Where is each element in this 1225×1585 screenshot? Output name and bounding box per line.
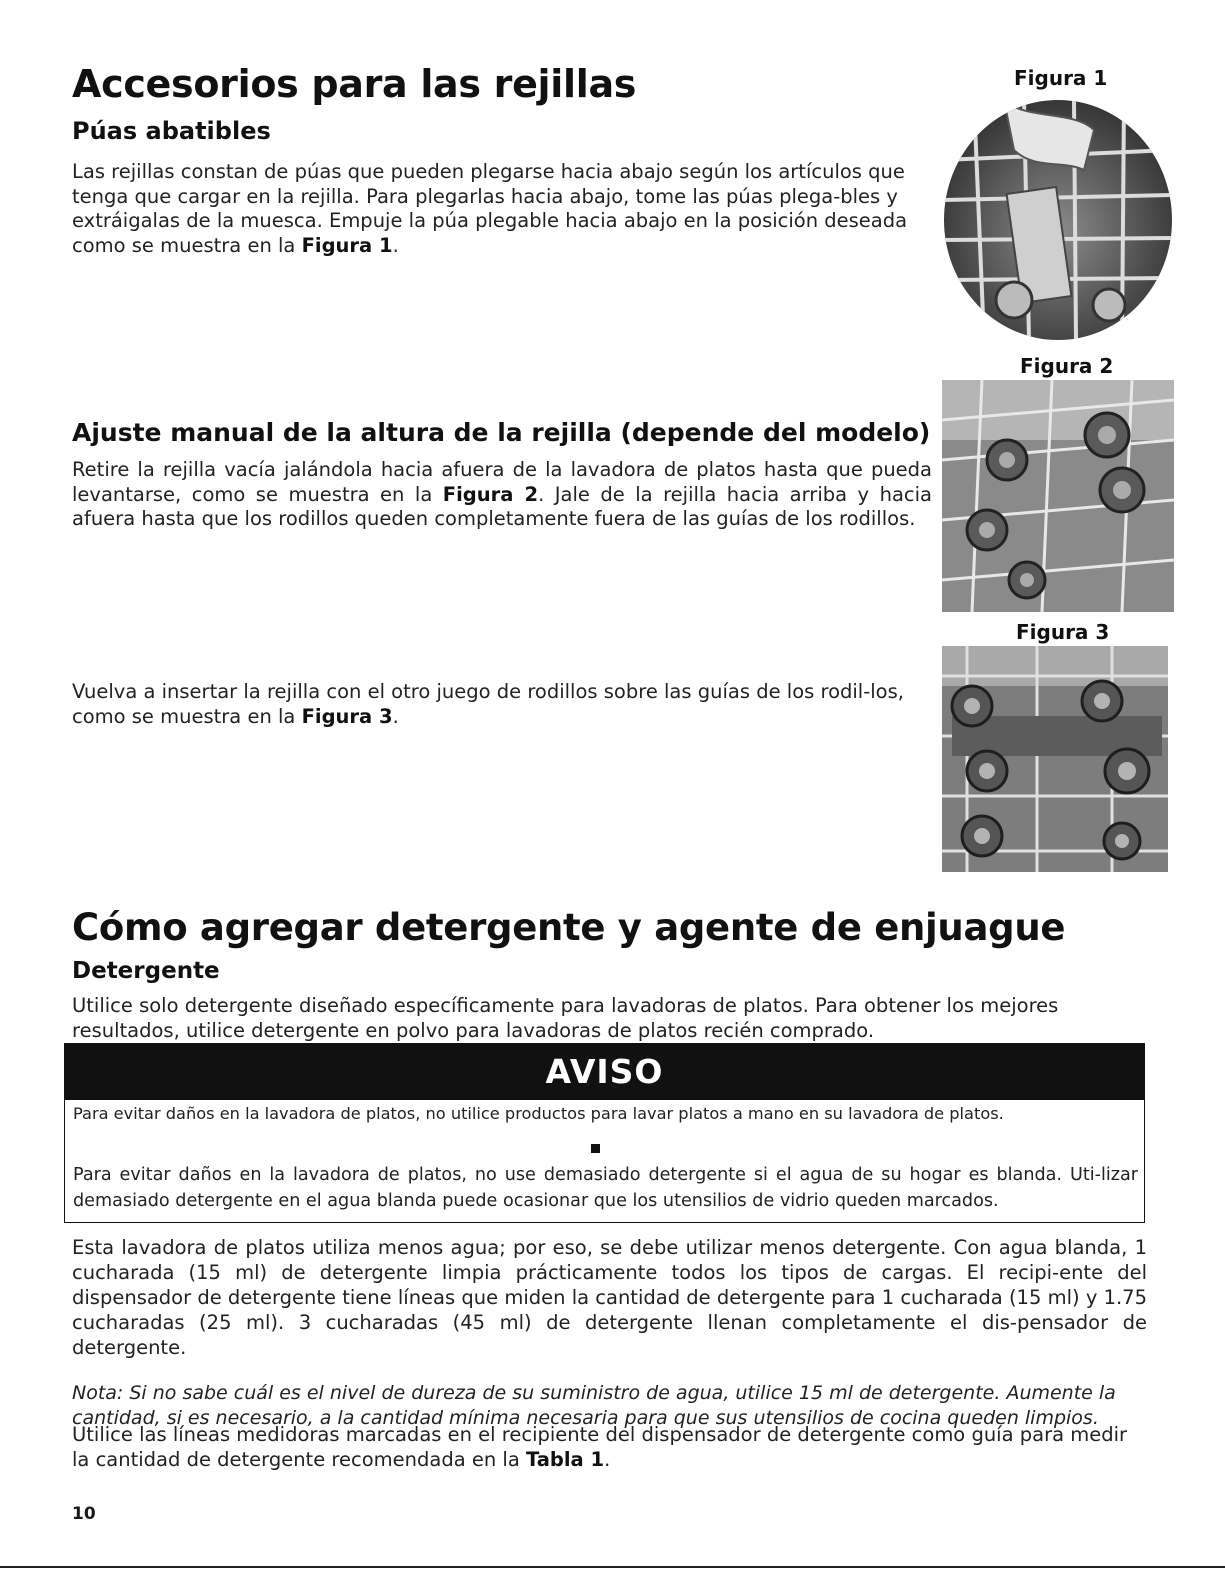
notice-text-soft-water: Para evitar daños en la lavadora de platos, no use demasiado detergente si el agua de su hogar es blanda. Uti-lizar demasiado detergente en el agua blanda puede ocasionar que los utensilios de vidrio queden marcados. — [73, 1165, 1138, 1211]
figure-1-photo — [944, 100, 1172, 340]
subheading-detergent: Detergente — [72, 958, 220, 984]
section-title-rack-accessories: Accesorios para las rejillas — [72, 62, 637, 106]
paragraph-folding-tines: Las rejillas constan de púas que pueden plegarse hacia abajo según los artículos que tenga que cargar en la rejilla. Para plegarlas hacia abajo, tome las púas plega-bles y extráigalas de la muesca. Empuje la púa plegable hacia abajo en la posición deseada como se muestra en la Figura 1. — [72, 160, 908, 257]
note-water-hardness: Nota: Si no sabe cuál es el nivel de dureza de su suministro de agua, utilice 15 ml de detergente. Aumente la cantidad, si es necesario, a la cantidad mínima necesaria para que sus utensilios de cocina queden limpios. — [72, 1382, 1116, 1429]
figure-3-label: Figura 3 — [1016, 620, 1110, 644]
figure-reference: Figura 2 — [442, 482, 539, 506]
notice-separator-bullet — [591, 1144, 600, 1153]
paragraph-detergent-amount: Esta lavadora de platos utiliza menos agua; por eso, se debe utilizar menos detergente. Con agua blanda, 1 cucharada (15 ml) de detergente limpia prácticamente todos los tipos de cargas. El recipi-ente del dispensador de detergente tiene líneas que miden la cantidad de detergente para 1 cucharada (15 ml) y 1.75 cucharadas (25 ml). 3 cucharadas (45 ml) de detergente llenan completamente el dis-pensador de detergente. — [72, 1236, 1147, 1359]
page-number: 10 — [72, 1504, 96, 1524]
paragraph-measuring-lines: Utilice las líneas medidoras marcadas en el recipiente del dispensador de detergente como guía para medir la cantidad de detergente recomendada en la Tabla 1. — [72, 1423, 1128, 1471]
section-title-detergent-rinse-aid: Cómo agregar detergente y agente de enjuague — [72, 906, 1066, 949]
notice-heading: AVISO — [65, 1044, 1144, 1100]
page-bottom-rule — [0, 1566, 1225, 1568]
subheading-rack-height: Ajuste manual de la altura de la rejilla (depende del modelo) — [72, 418, 931, 447]
figure-reference: Figura 1 — [301, 233, 393, 257]
figure-reference: Figura 3 — [301, 704, 393, 728]
paragraph-rack-reinsert: Vuelva a insertar la rejilla con el otro juego de rodillos sobre las guías de los rodil-los, como se muestra en la Figura 3. — [72, 680, 904, 728]
figure-2-photo — [942, 380, 1174, 612]
paragraph-detergent-intro: Utilice solo detergente diseñado específicamente para lavadoras de platos. Para obtener los mejores resultados, utilice detergente en polvo para lavadoras de platos recién comprado. — [72, 994, 1059, 1042]
paragraph-rack-removal: Retire la rejilla vacía jalándola hacia afuera de la lavadora de platos hasta que pueda levantarse, como se muestra en la Figura 2. Jale de la rejilla hacia arriba y hacia afuera hasta que los rodillos queden completamente fuera de las guías de los rodillos. — [72, 458, 932, 530]
notice-box — [64, 1043, 1145, 1223]
subheading-folding-tines: Púas abatibles — [72, 117, 271, 145]
table-reference: Tabla 1 — [525, 1448, 605, 1471]
figure-2-label: Figura 2 — [1020, 354, 1114, 378]
figure-1-label: Figura 1 — [1014, 66, 1108, 90]
notice-text-hand-dish-products: Para evitar daños en la lavadora de platos, no utilice productos para lavar platos a mano en su lavadora de platos. — [73, 1104, 1004, 1123]
figure-3-photo — [942, 646, 1168, 872]
